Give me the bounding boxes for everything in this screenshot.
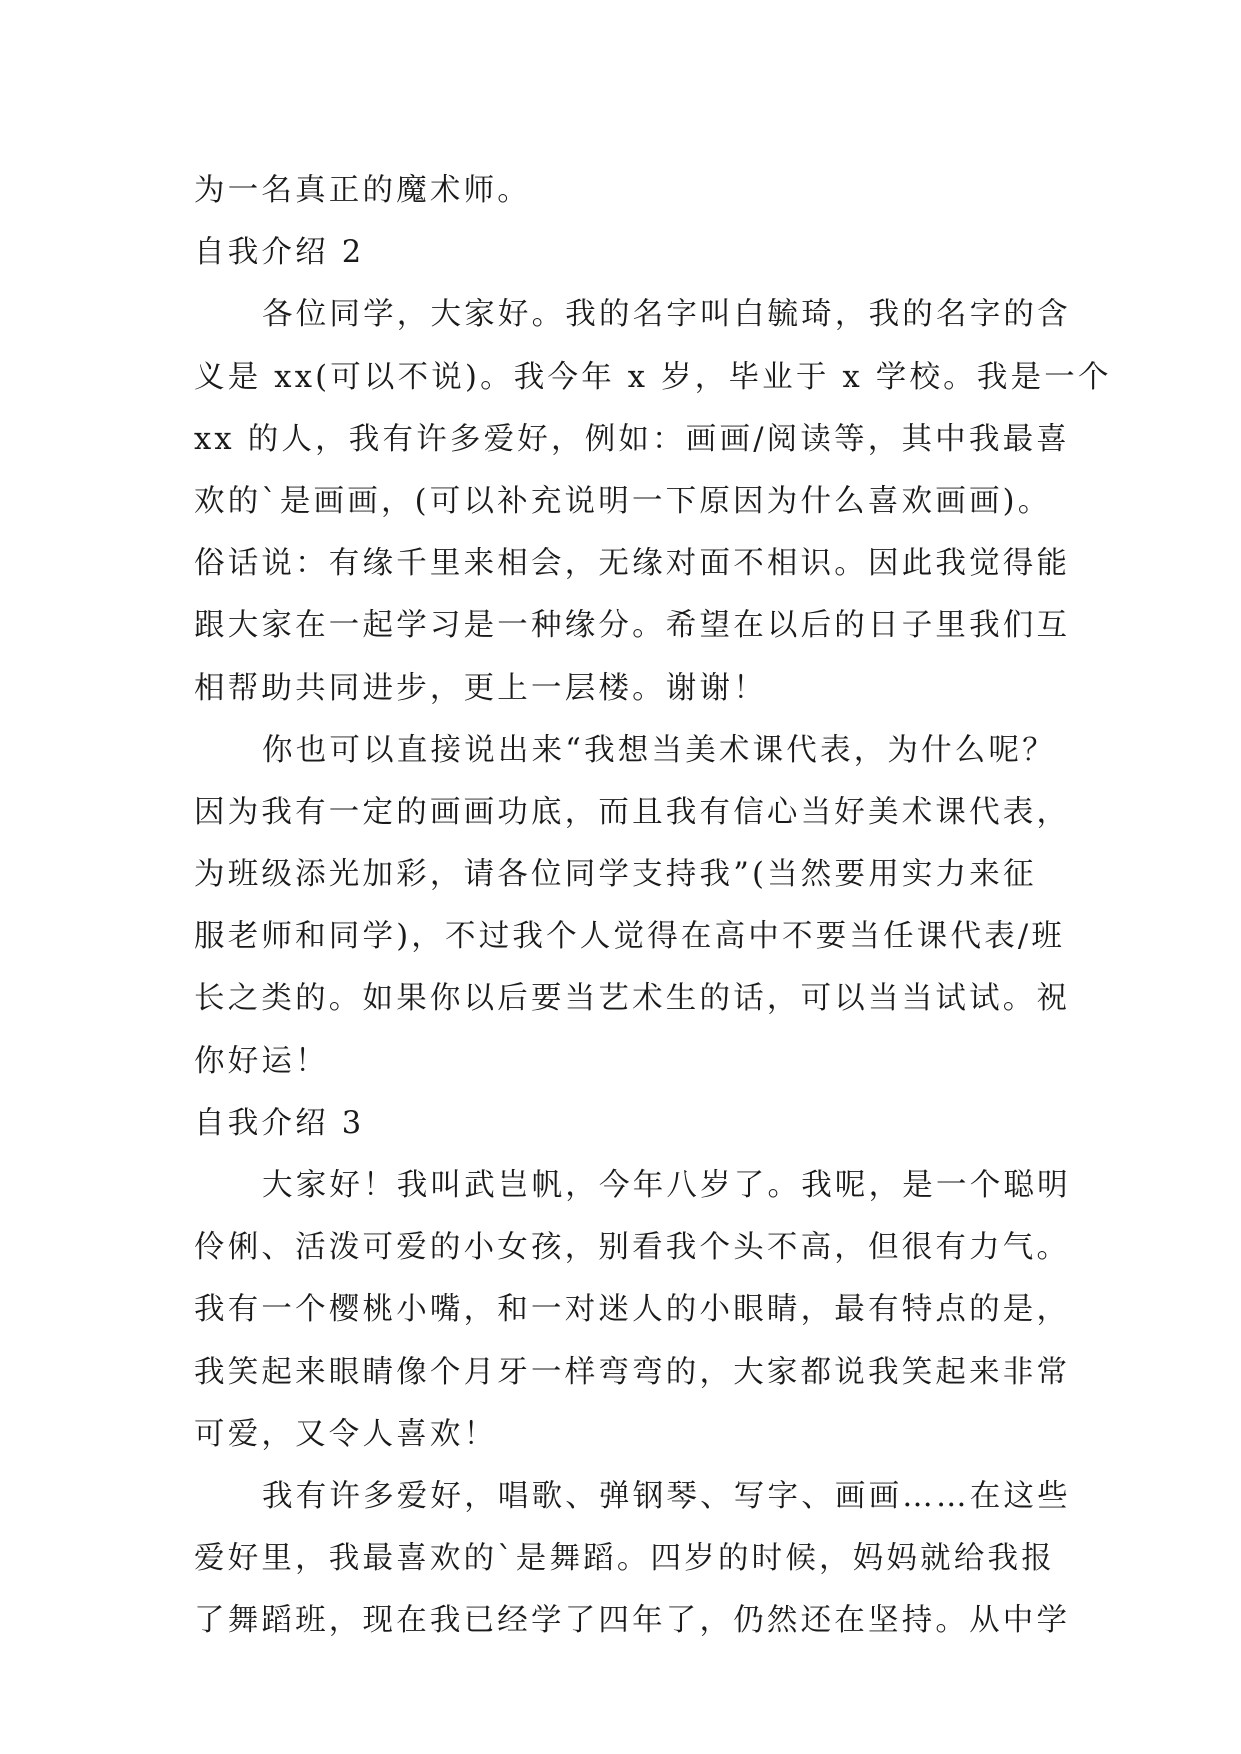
text-line: 可爱，又令人喜欢！	[194, 1416, 498, 1452]
paragraph-start: 大家好！我叫武岂帆，今年八岁了。我呢，是一个聪明	[262, 1168, 1071, 1203]
text-line: 了舞蹈班，现在我已经学了四年了，仍然还在坚持。从中学	[194, 1603, 1071, 1639]
text-line: 服老师和同学)，不过我个人觉得在高中不要当任课代表/班	[194, 919, 1066, 955]
text-line: 欢的`是画画，(可以补充说明一下原因为什么喜欢画画)。	[194, 483, 1052, 519]
text-line: 义是 xx(可以不说)。我今年 x 岁，毕业于 x 学校。我是一个	[194, 359, 1112, 395]
section-heading-3: 自我介绍 3	[194, 1105, 365, 1141]
paragraph-start: 我有许多爱好，唱歌、弹钢琴、写字、画画……在这些	[262, 1478, 1071, 1514]
text-line: 跟大家在一起学习是一种缘分。希望在以后的日子里我们互	[194, 608, 1071, 644]
text-line: 爱好里，我最喜欢的`是舞蹈。四岁的时候，妈妈就给我报	[194, 1541, 1055, 1577]
text-line: 你好运！	[194, 1043, 329, 1079]
text-line: 我有一个樱桃小嘴，和一对迷人的小眼睛，最有特点的是，	[194, 1292, 1071, 1328]
text-line: 为班级添光加彩，请各位同学支持我”(当然要用实力来征	[194, 857, 1037, 893]
text-line: xx 的人，我有许多爱好，例如：画画/阅读等，其中我最喜	[194, 421, 1070, 457]
text-line: 为一名真正的魔术师。	[194, 173, 531, 208]
text-line: 伶俐、活泼可爱的小女孩，别看我个头不高，但很有力气。	[194, 1230, 1071, 1266]
paragraph-start: 各位同学，大家好。我的名字叫白毓琦，我的名字的含	[262, 297, 1071, 333]
section-heading-2: 自我介绍 2	[194, 235, 365, 271]
text-line: 相帮助共同进步，更上一层楼。谢谢！	[194, 670, 767, 706]
text-line: 我笑起来眼睛像个月牙一样弯弯的，大家都说我笑起来非常	[194, 1354, 1071, 1390]
text-line: 因为我有一定的画画功底，而且我有信心当好美术课代表，	[194, 794, 1071, 830]
text-line: 长之类的。如果你以后要当艺术生的话，可以当当试试。祝	[194, 981, 1071, 1017]
document-body	[194, 160, 1112, 1653]
text-line: 俗话说：有缘千里来相会，无缘对面不相识。因此我觉得能	[194, 546, 1071, 582]
paragraph-start: 你也可以直接说出来“我想当美术课代表，为什么呢？	[262, 732, 1056, 768]
